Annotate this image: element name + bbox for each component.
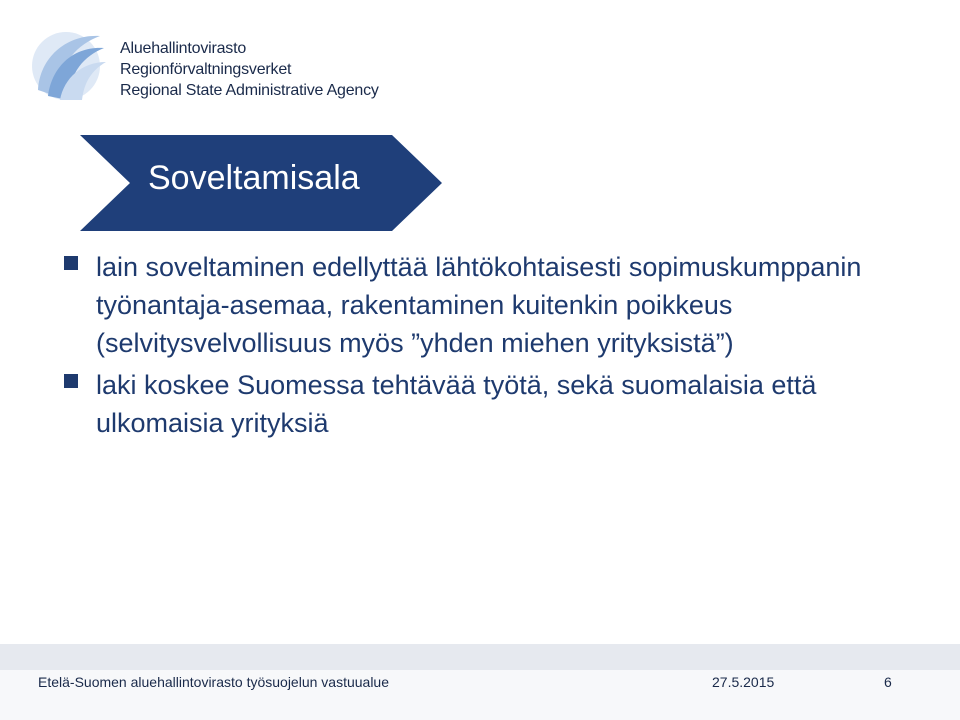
- agency-name: [120, 38, 379, 101]
- agency-emblem-icon: [28, 26, 108, 106]
- footer-band: [0, 644, 960, 670]
- agency-logo: [28, 26, 388, 106]
- bullet-item: [60, 366, 940, 442]
- square-bullet-icon: [64, 374, 78, 388]
- square-bullet-icon: [64, 256, 78, 270]
- footer-date: 27.5.2015: [712, 674, 775, 690]
- bullet-text: lain soveltaminen edellyttää lähtökohtaisesti sopimuskumppanin työnantaja-asemaa, rakentaminen kuitenkin poikkeus (selvitysvelvollisuus myös ”yhden miehen yrityksistä”): [96, 252, 862, 358]
- agency-name-swedish: Regionförvaltningsverket: [120, 61, 292, 78]
- bullet-item: [60, 248, 940, 362]
- bullet-list: [60, 248, 940, 446]
- bullet-text: laki koskee Suomessa tehtävää työtä, sekä suomalaisia että ulkomaisia yrityksiä: [96, 370, 817, 438]
- page-number: 6: [884, 674, 892, 690]
- agency-name-finnish: Aluehallintovirasto: [120, 40, 247, 57]
- title-banner: [80, 135, 442, 231]
- footer-organization: Etelä-Suomen aluehallintovirasto työsuojelun vastuualue: [38, 674, 389, 690]
- agency-name-english: Regional State Administrative Agency: [120, 82, 379, 99]
- slide-title: Soveltamisala: [148, 159, 360, 197]
- slide-footer: [0, 670, 960, 720]
